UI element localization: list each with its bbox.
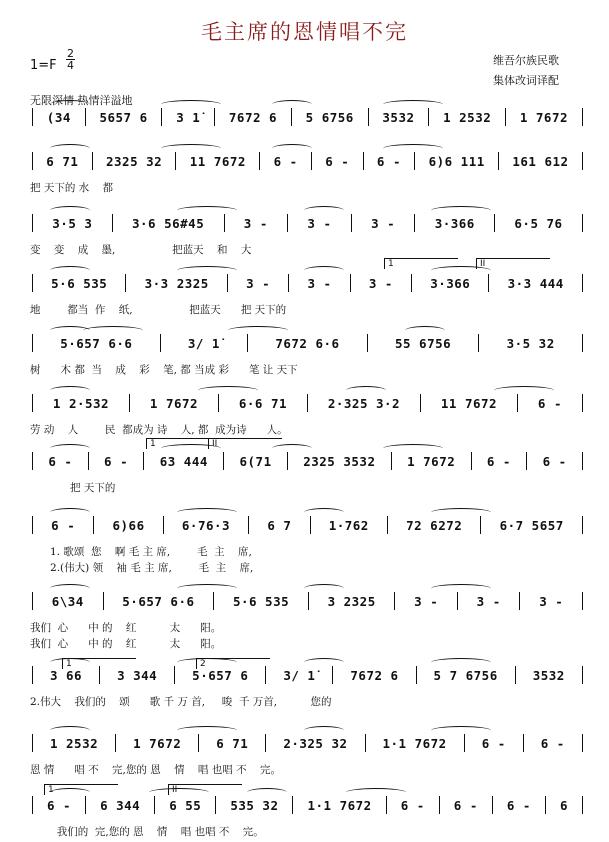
notation-line xyxy=(30,214,585,232)
slur-mark xyxy=(177,508,237,517)
barline xyxy=(416,666,417,684)
notation-line xyxy=(30,516,585,534)
barline xyxy=(414,214,415,232)
barline xyxy=(307,394,308,412)
barline xyxy=(125,274,126,292)
measure: 5·657 6 xyxy=(192,667,249,683)
measure: 5·6 535 xyxy=(232,593,290,609)
song-title: 毛主席的恩情唱不完 xyxy=(201,20,408,44)
volta-bracket: 1 xyxy=(384,258,458,269)
barline xyxy=(287,214,288,232)
barline xyxy=(218,394,219,412)
lyric-line: 1. 歌颂 您 啊 毛 主 席, 毛 主 席, xyxy=(30,546,252,558)
lyric-line: 我们 心 中 的 红 太 阳。 xyxy=(30,622,222,634)
measure: 1 7672 xyxy=(149,395,199,411)
barline xyxy=(582,274,583,292)
barline xyxy=(519,592,520,610)
slur-mark xyxy=(50,266,90,275)
barline xyxy=(248,516,249,534)
barline xyxy=(545,796,546,814)
measure: 5·657 6·6 xyxy=(122,593,195,609)
measure: 3 344 xyxy=(117,667,158,683)
measure: 6 - xyxy=(486,453,511,469)
barline xyxy=(115,734,116,752)
barline xyxy=(517,394,518,412)
slur-mark xyxy=(431,508,491,517)
measure: 6 - xyxy=(104,453,129,469)
measure: 1·762 xyxy=(328,517,369,533)
measure: 6 55 xyxy=(169,797,202,813)
barline xyxy=(32,274,33,292)
measure: 6·6 71 xyxy=(238,395,288,411)
measure: 3 - xyxy=(371,215,396,231)
measure: 161 612 xyxy=(512,153,569,169)
barline xyxy=(582,334,583,352)
barline xyxy=(32,394,33,412)
notation-line xyxy=(30,108,585,126)
slur-mark xyxy=(161,100,221,109)
measure: 11 7672 xyxy=(189,153,246,169)
lyric-line: 变 变 成 墨, 把蓝天 和 大 xyxy=(30,244,252,256)
barline xyxy=(582,152,583,170)
barline xyxy=(129,394,130,412)
barline xyxy=(387,516,388,534)
slur-mark xyxy=(177,266,237,275)
lyric-line: 恩 情 唱 不 完,您的 恩 情 唱 也唱 不 完。 xyxy=(30,764,281,776)
measure: 55 6756 xyxy=(394,335,452,351)
slur-mark xyxy=(272,144,312,153)
slur-mark xyxy=(198,386,258,395)
slur-mark xyxy=(405,326,445,335)
barline xyxy=(488,274,489,292)
lyric-line: 树 木 都 当 成 彩 笔, 都 当成 彩 笔 让 天下 xyxy=(30,364,298,376)
barline xyxy=(112,214,113,232)
measure: 6 - xyxy=(376,153,401,169)
measure: 6 - xyxy=(542,453,567,469)
measure: 3 - xyxy=(476,593,501,609)
measure: 7672 6 xyxy=(350,667,399,683)
measure: 5·657 6·6 xyxy=(60,335,133,351)
barline xyxy=(32,452,33,470)
barline xyxy=(103,592,104,610)
barline xyxy=(92,152,93,170)
barline xyxy=(32,334,33,352)
measure: 2·325 32 xyxy=(283,735,348,751)
slur-mark xyxy=(83,326,143,335)
lyric-line: 劳 动 人 民 都成为 诗 人, 都 成为诗 人。 xyxy=(30,424,288,436)
slur-mark xyxy=(383,100,443,109)
expression-marking: 无限深情 热情洋溢地 xyxy=(30,94,133,107)
measure: 3/ 1̇ xyxy=(283,667,316,683)
barline xyxy=(350,274,351,292)
measure: 6·5 76 xyxy=(514,215,563,231)
barline xyxy=(394,592,395,610)
slur-mark xyxy=(177,726,237,735)
barline xyxy=(259,152,260,170)
measure: 1 7672 xyxy=(133,735,182,751)
slur-mark xyxy=(383,444,443,453)
barline xyxy=(224,214,225,232)
notation-line xyxy=(30,796,585,814)
lyric-line: 2.(伟大) 领 袖 毛 主 席, 毛 主 席, xyxy=(30,562,254,574)
measure: 1 2532 xyxy=(443,109,492,125)
measure: 3·5 3 xyxy=(52,215,93,231)
notation-line xyxy=(30,452,585,470)
barline xyxy=(223,452,224,470)
measure: 3·366 xyxy=(430,275,471,291)
lyric-line: 把 天下的 xyxy=(30,482,116,494)
barline xyxy=(414,152,415,170)
measure: 6 - xyxy=(481,735,506,751)
measure: 6 71 xyxy=(216,735,249,751)
measure: 1·1 7672 xyxy=(307,797,372,813)
volta-bracket: 1 xyxy=(146,438,220,449)
measure: 1 7672 xyxy=(519,109,568,125)
barline xyxy=(582,516,583,534)
slur-mark xyxy=(383,144,443,153)
measure: 3·3 2325 xyxy=(144,275,209,291)
barline xyxy=(498,152,499,170)
notation-line xyxy=(30,152,585,170)
measure: 3 - xyxy=(307,215,332,231)
slur-mark xyxy=(304,658,344,667)
barline xyxy=(215,796,216,814)
volta-bracket: II xyxy=(476,258,550,269)
notation-line xyxy=(30,592,585,610)
measure: 5 7 6756 xyxy=(433,667,498,683)
measure: 3 - xyxy=(414,593,439,609)
measure: 3/ 1̇ xyxy=(187,335,220,351)
barline xyxy=(247,334,248,352)
measure: 11 7672 xyxy=(440,395,498,411)
measure: 3 - xyxy=(539,593,564,609)
volta-bracket: II xyxy=(208,438,282,449)
measure: 3·5 32 xyxy=(506,335,555,351)
barline xyxy=(311,152,312,170)
measure: 6 - xyxy=(48,453,73,469)
measure: 7672 6 xyxy=(228,109,278,125)
slur-mark xyxy=(431,584,491,593)
slur-mark xyxy=(177,584,237,593)
measure: 6 xyxy=(559,797,568,813)
barline xyxy=(161,108,162,126)
measure: 6 - xyxy=(325,153,350,169)
barline xyxy=(582,592,583,610)
volta-bracket: 1 xyxy=(62,658,136,669)
barline xyxy=(492,796,493,814)
volta-bracket: 2 xyxy=(196,658,270,669)
slur-mark xyxy=(304,206,344,215)
barline xyxy=(175,152,176,170)
slur-mark xyxy=(50,386,90,395)
slur-mark xyxy=(494,386,554,395)
barline xyxy=(494,214,495,232)
slur-mark xyxy=(228,326,288,335)
measure: 3 - xyxy=(368,275,393,291)
barline xyxy=(292,796,293,814)
measure: 2·325 3·2 xyxy=(327,395,401,411)
barline xyxy=(428,108,429,126)
barline xyxy=(265,734,266,752)
measure: 2325 32 xyxy=(106,153,163,169)
barline xyxy=(310,516,311,534)
measure: 72 6272 xyxy=(406,517,463,533)
measure: 7672 6·6 xyxy=(275,335,340,351)
volta-bracket: 1 xyxy=(44,784,118,795)
barline xyxy=(213,592,214,610)
barline xyxy=(288,274,289,292)
slur-mark xyxy=(304,266,344,275)
barline xyxy=(478,334,479,352)
measure: 63 444 xyxy=(159,453,208,469)
measure: 3·3 444 xyxy=(507,275,564,291)
barline xyxy=(582,214,583,232)
measure: 535 32 xyxy=(230,797,279,813)
barline xyxy=(93,516,94,534)
measure: 3532 xyxy=(532,667,565,683)
measure: 3·6 56#45 xyxy=(131,215,205,231)
measure: 6)66 xyxy=(112,517,145,533)
barline xyxy=(32,516,33,534)
barline xyxy=(32,152,33,170)
measure: 6 - xyxy=(400,797,425,813)
slur-mark xyxy=(247,788,287,797)
barline xyxy=(391,452,392,470)
measure: 5657 6 xyxy=(99,109,148,125)
measure: 3 2325 xyxy=(327,593,376,609)
time-signature xyxy=(66,48,75,71)
measure: 3 - xyxy=(243,215,268,231)
barline xyxy=(32,734,33,752)
barline xyxy=(464,734,465,752)
barline xyxy=(457,592,458,610)
barline xyxy=(367,334,368,352)
barline xyxy=(365,734,366,752)
meter-bottom: 4 xyxy=(67,59,74,72)
measure: 2325 3532 xyxy=(303,453,376,469)
barline xyxy=(32,108,33,126)
slur-mark xyxy=(50,144,90,153)
slur-mark xyxy=(50,206,90,215)
barline xyxy=(386,796,387,814)
measure: 6 - xyxy=(453,797,478,813)
barline xyxy=(198,734,199,752)
measure: 3532 xyxy=(382,109,415,125)
barline xyxy=(411,274,412,292)
slur-mark xyxy=(50,444,90,453)
barline xyxy=(582,108,583,126)
slur-mark xyxy=(431,726,491,735)
barline xyxy=(154,796,155,814)
barline xyxy=(32,666,33,684)
measure: 3·366 xyxy=(434,215,475,231)
slur-mark xyxy=(177,206,237,215)
measure: 6 - xyxy=(51,517,76,533)
slur-mark xyxy=(161,144,221,153)
barline xyxy=(439,796,440,814)
barline xyxy=(163,516,164,534)
slur-mark xyxy=(50,508,90,517)
measure: 6(71 xyxy=(239,453,272,469)
barline xyxy=(85,108,86,126)
measure: 3 66 xyxy=(49,667,83,683)
barline xyxy=(363,152,364,170)
slur-mark xyxy=(304,726,344,735)
notation-line xyxy=(30,334,585,352)
barline xyxy=(526,452,527,470)
slur-mark xyxy=(346,386,386,395)
credit-origin: 维吾尔族民歌 xyxy=(493,54,559,67)
barline xyxy=(174,666,175,684)
slur-mark xyxy=(50,726,90,735)
barline xyxy=(351,214,352,232)
measure: 6)6 111 xyxy=(428,153,485,169)
slur-mark xyxy=(50,584,90,593)
measure: 6 344 xyxy=(100,797,141,813)
measure: 3 - xyxy=(307,275,332,291)
barline xyxy=(32,214,33,232)
notation-line xyxy=(30,394,585,412)
barline xyxy=(368,108,369,126)
barline xyxy=(420,394,421,412)
measure: 3 - xyxy=(246,275,271,291)
volta-bracket: II xyxy=(168,784,242,795)
barline xyxy=(160,334,161,352)
barline xyxy=(582,666,583,684)
barline xyxy=(505,108,506,126)
measure: 6 - xyxy=(273,153,298,169)
barline xyxy=(214,108,215,126)
barline xyxy=(291,108,292,126)
barline xyxy=(227,274,228,292)
measure: 3 1̇ xyxy=(176,109,201,125)
slur-mark xyxy=(304,508,344,517)
lyric-line: 我们 心 中 的 红 太 阳。 xyxy=(30,638,222,650)
notation-line xyxy=(30,274,585,292)
barline xyxy=(287,452,288,470)
measure: 1 2·532 xyxy=(52,395,110,411)
barline xyxy=(32,796,33,814)
measure: 6 - xyxy=(47,797,72,813)
meter-top: 2 xyxy=(67,47,74,60)
barline xyxy=(480,516,481,534)
barline xyxy=(582,452,583,470)
barline xyxy=(523,734,524,752)
measure: 6\34 xyxy=(51,593,84,609)
slur-mark xyxy=(431,206,491,215)
measure: 6 7 xyxy=(267,517,292,533)
barline xyxy=(308,592,309,610)
measure: (34 xyxy=(46,109,71,125)
slur-mark xyxy=(346,788,406,797)
measure: 1 2532 xyxy=(49,735,99,751)
barline xyxy=(515,666,516,684)
lyric-line: 我们的 完,您的 恩 情 唱 也唱 不 完。 xyxy=(30,826,264,838)
measure: 6 71 xyxy=(46,153,79,169)
slur-mark xyxy=(304,584,344,593)
lyric-line: 2.伟大 我们的 颂 歌 千 万 首, 唆 千 万首, 您的 xyxy=(30,696,332,708)
barline xyxy=(582,734,583,752)
measure: 5 6756 xyxy=(305,109,354,125)
measure: 6 - xyxy=(537,395,562,411)
barline xyxy=(582,796,583,814)
barline xyxy=(85,796,86,814)
barline xyxy=(471,452,472,470)
measure: 1·1 7672 xyxy=(382,735,447,751)
measure: 5·6 535 xyxy=(51,275,108,291)
barline xyxy=(332,666,333,684)
measure: 6 - xyxy=(540,735,565,751)
measure: 6·7 5657 xyxy=(499,517,564,533)
barline xyxy=(32,592,33,610)
barline xyxy=(143,452,144,470)
lyric-line: 把 天下的 水 都 xyxy=(30,182,114,194)
measure: 6·76·3 xyxy=(181,517,231,533)
lyric-line: 地 都当 作 纸, 把蓝天 把 天下的 xyxy=(30,304,287,316)
slur-mark xyxy=(50,100,90,109)
slur-mark xyxy=(431,658,491,667)
barline xyxy=(582,394,583,412)
measure: 1 7672 xyxy=(407,453,456,469)
slur-mark xyxy=(272,100,312,109)
notation-line xyxy=(30,734,585,752)
measure: 6 - xyxy=(506,797,531,813)
barline xyxy=(88,452,89,470)
credit-arranger: 集体改词译配 xyxy=(493,74,559,87)
key-signature: 1=F xyxy=(30,58,57,73)
